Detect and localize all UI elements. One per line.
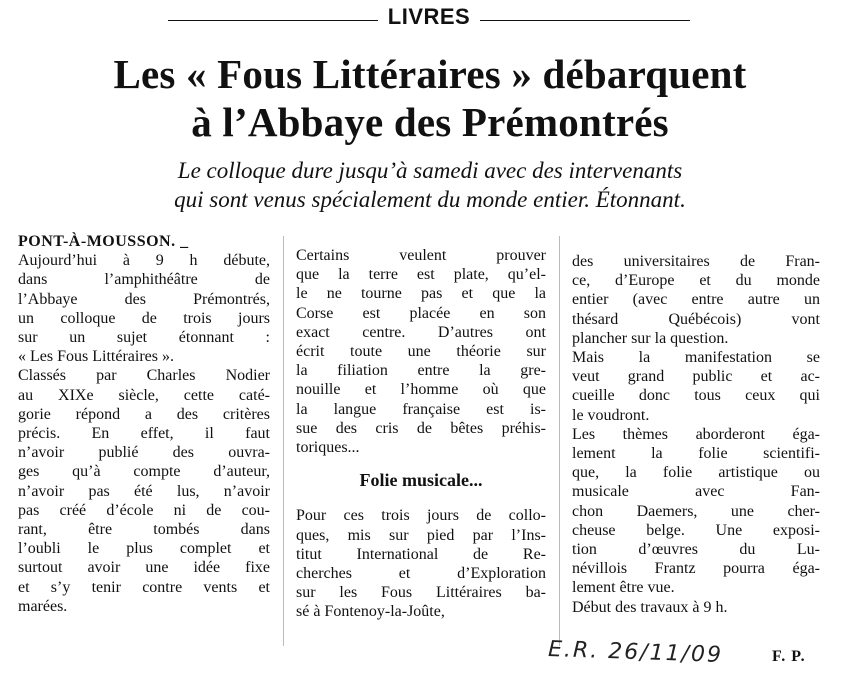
text-line: ges qu’à compte d’auteur, [18, 463, 270, 481]
text-line: le voudront. [572, 406, 650, 424]
column-separator [559, 236, 560, 646]
text-line: sue des cris de bêtes préhis- [296, 419, 546, 437]
text-line: lement être vue. [572, 579, 675, 597]
text-line: chon Daemers, une cher- [572, 502, 820, 520]
standfirst [30, 156, 830, 214]
text-line: Mais la manifestation se [572, 349, 820, 367]
text-line: cherches et d’Exploration [296, 565, 546, 583]
text-line: n’avoir pas été lus, n’avoir [18, 482, 270, 500]
text-line: et s’y tenir contre vents et [18, 578, 270, 596]
text-line: un colloque de trois jours [18, 309, 270, 327]
text-line: tion d’œuvres du Lu- [572, 541, 820, 559]
text-line: veut grand public et ac- [572, 368, 820, 386]
text-line: surtout avoir une idée fixe [18, 559, 270, 577]
headline [20, 50, 840, 146]
intertitle: Folie musicale... [359, 470, 483, 491]
text-line: l’oubli le plus complet et [18, 540, 270, 558]
headline-line-1: Les « Fous Littéraires » débarquent [113, 51, 747, 97]
paragraph [572, 425, 820, 598]
dateline: PONT-À-MOUSSON. _ [18, 233, 189, 250]
text-line: Début des travaux à 9 h. [572, 598, 728, 616]
text-line: marées. [18, 597, 68, 615]
text-line: cueille donc tous ceux qui [572, 387, 820, 405]
paragraph [572, 598, 820, 617]
standfirst-line-2: qui sont venus spécialement du monde entier. Étonnant. [174, 187, 686, 212]
text-line: thésard Québécois) vont [572, 310, 820, 328]
text-line: dans l’amphithéâtre de [18, 271, 270, 289]
text-line: entier (avec entre autre un [572, 291, 820, 309]
text-line: nouille et l’homme où que [296, 381, 546, 399]
text-line: Pour ces trois jours de collo- [296, 507, 546, 525]
text-line: exact centre. D’autres ont [296, 323, 546, 341]
text-line: que la terre est plate, qu’el- [296, 266, 546, 284]
paragraph [572, 252, 820, 348]
text-line: sur les Fous Littéraires ba- [296, 584, 546, 602]
paragraph [18, 366, 270, 616]
text-line: au XIXe siècle, cette caté- [18, 386, 270, 404]
paragraph [572, 348, 820, 425]
text-line: Corse est placée en son [296, 304, 546, 322]
text-line: toriques... [296, 439, 360, 457]
text-line: plancher sur la question. [572, 329, 729, 347]
handwritten-date-note: E.R. 26/11/09 [547, 636, 724, 669]
text-line: Classés par Charles Nodier [18, 367, 270, 385]
text-line: Les thèmes aborderont éga- [572, 425, 820, 443]
article-column-1 [18, 232, 270, 616]
text-line: névillois Frantz pourra éga- [572, 560, 820, 578]
standfirst-line-1: Le colloque dure jusqu’à samedi avec des intervenants [177, 158, 683, 183]
text-line: que, la folie artistique ou [572, 464, 820, 482]
text-line: l’Abbaye des Prémontrés, [18, 290, 270, 308]
text-line: Certains veulent prouver [296, 247, 546, 264]
text-line: Aujourd’hui à 9 h débute, [18, 252, 270, 270]
text-line: musicale avec Fan- [572, 483, 820, 501]
paragraph [296, 246, 546, 457]
paragraph [296, 506, 546, 621]
text-line: ce, d’Europe et du monde [572, 272, 820, 290]
text-line: ques, mis sur pied par l’Ins- [296, 526, 546, 544]
text-line: le ne tourne pas et que la [296, 285, 546, 303]
text-line: sé à Fontenoy-la-Joûte, [296, 603, 445, 621]
text-line: titut International de Re- [296, 545, 546, 563]
text-line: des universitaires de Fran- [572, 253, 820, 270]
text-line: n’avoir publié des ouvra- [18, 444, 270, 462]
article-column-2 [296, 246, 546, 622]
text-line: pas créé d’école ni de cou- [18, 501, 270, 519]
column-separator [283, 236, 284, 646]
text-line: la langue française est is- [296, 400, 546, 418]
article-column-3 [572, 252, 820, 617]
text-line: sur un sujet étonnant : [18, 329, 270, 347]
section-rubric: LIVRES [378, 2, 480, 32]
text-line: précis. En effet, il faut [18, 425, 270, 443]
text-line: rant, être tombés dans [18, 521, 270, 539]
paragraph [18, 251, 270, 366]
headline-line-2: à l’Abbaye des Prémontrés [191, 99, 669, 145]
text-line: « Les Fous Littéraires ». [18, 348, 174, 366]
text-line: gorie répond a des critères [18, 405, 270, 423]
text-line: lement la folie scientifi- [572, 445, 820, 463]
text-line: cheuse belge. Une exposi- [572, 521, 820, 539]
text-line: la filiation entre la gre- [296, 362, 546, 380]
author-signature: F. P. [772, 648, 806, 665]
text-line: écrit toute une théorie sur [296, 343, 546, 361]
